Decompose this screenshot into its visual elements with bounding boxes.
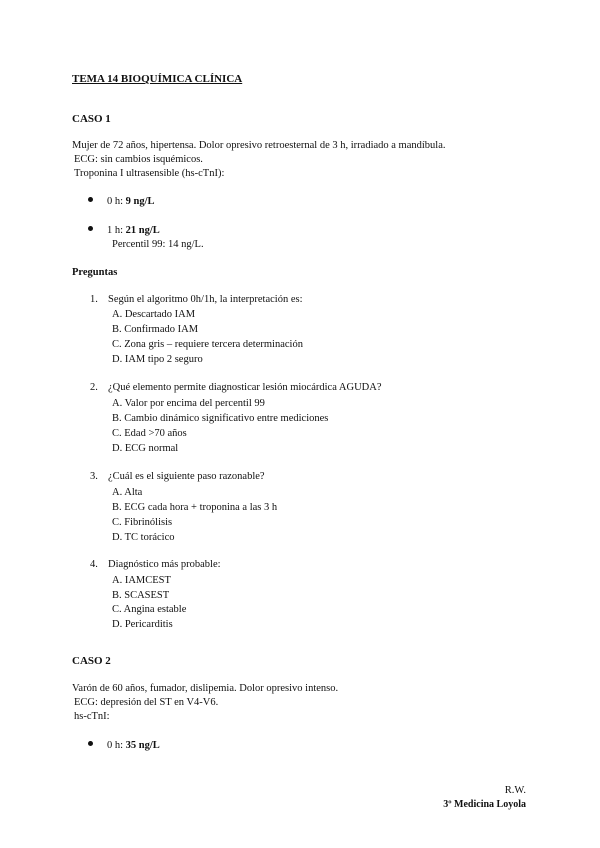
preguntas-heading: Preguntas bbox=[72, 267, 118, 278]
caso1-description: Mujer de 72 años, hipertensa. Dolor opresivo retroesternal de 3 h, irradiado a mandíbula. bbox=[72, 140, 446, 151]
caso1-ecg: ECG: sin cambios isquémicos. bbox=[74, 154, 203, 165]
caso2-description: Varón de 60 años, fumador, dislipemia. Dolor opresivo intenso. bbox=[72, 683, 339, 694]
question-2-option-a: A. Valor por encima del percentil 99 bbox=[112, 398, 265, 409]
question-2-option-d: D. ECG normal bbox=[112, 443, 179, 454]
question-3-option-b: B. ECG cada hora + troponina a las 3 h bbox=[112, 502, 278, 513]
question-3-option-d: D. TC torácico bbox=[112, 532, 175, 543]
question-2-number: 2. bbox=[90, 382, 98, 393]
question-4-text: Diagnóstico más probable: bbox=[108, 559, 221, 570]
bullet-value: 9 ng/L bbox=[125, 196, 155, 207]
caso1-troponin-label: Troponina I ultrasensible (hs-cTnI): bbox=[74, 168, 225, 179]
caso1-percentile-note: Percentil 99: 14 ng/L. bbox=[112, 239, 204, 250]
question-4-option-a: A. IAMCEST bbox=[112, 575, 171, 586]
caso1-bullet-0h bbox=[88, 195, 155, 209]
bullet-value: 21 ng/L bbox=[125, 225, 160, 236]
bullet-dot bbox=[88, 226, 93, 231]
question-1-option-c: C. Zona gris – requiere tercera determinación bbox=[112, 339, 303, 350]
question-1-number: 1. bbox=[90, 294, 98, 305]
question-1-text: Según el algoritmo 0h/1h, la interpretación es: bbox=[108, 294, 303, 305]
caso1-heading: CASO 1 bbox=[72, 113, 111, 125]
footer-course: 3º Medicina Loyola bbox=[443, 799, 526, 810]
bullet-label: 0 h: bbox=[107, 196, 126, 207]
question-3-text: ¿Cuál es el siguiente paso razonable? bbox=[108, 471, 265, 482]
bullet-value: 35 ng/L bbox=[125, 740, 160, 751]
bullet-label: 0 h: bbox=[107, 740, 126, 751]
caso2-troponin-label: hs-cTnI: bbox=[74, 711, 110, 722]
caso1-bullet-1h bbox=[88, 224, 160, 238]
bullet-dot bbox=[88, 197, 93, 202]
bullet-label: 1 h: bbox=[107, 225, 126, 236]
question-1-option-b: B. Confirmado IAM bbox=[112, 324, 199, 335]
question-3-number: 3. bbox=[90, 471, 98, 482]
question-3-option-c: C. Fibrinólisis bbox=[112, 517, 173, 528]
bullet-dot bbox=[88, 741, 93, 746]
question-3-option-a: A. Alta bbox=[112, 487, 143, 498]
document-title: TEMA 14 BIOQUÍMICA CLÍNICA bbox=[72, 73, 243, 85]
question-4-option-b: B. SCASEST bbox=[112, 590, 170, 601]
question-1-option-a: A. Descartado IAM bbox=[112, 309, 196, 320]
caso2-ecg: ECG: depresión del ST en V4-V6. bbox=[74, 697, 219, 708]
caso2-bullet-0h bbox=[88, 739, 160, 753]
question-2-text: ¿Qué elemento permite diagnosticar lesión miocárdica AGUDA? bbox=[108, 382, 382, 393]
caso2-heading: CASO 2 bbox=[72, 655, 111, 667]
question-4-option-c: C. Angina estable bbox=[112, 604, 187, 615]
question-1-option-d: D. IAM tipo 2 seguro bbox=[112, 354, 203, 365]
question-2-option-b: B. Cambio dinámico significativo entre mediciones bbox=[112, 413, 329, 424]
question-4-number: 4. bbox=[90, 559, 98, 570]
question-2-option-c: C. Edad >70 años bbox=[112, 428, 187, 439]
footer-author: R.W. bbox=[504, 785, 526, 796]
question-4-option-d: D. Pericarditis bbox=[112, 619, 173, 630]
